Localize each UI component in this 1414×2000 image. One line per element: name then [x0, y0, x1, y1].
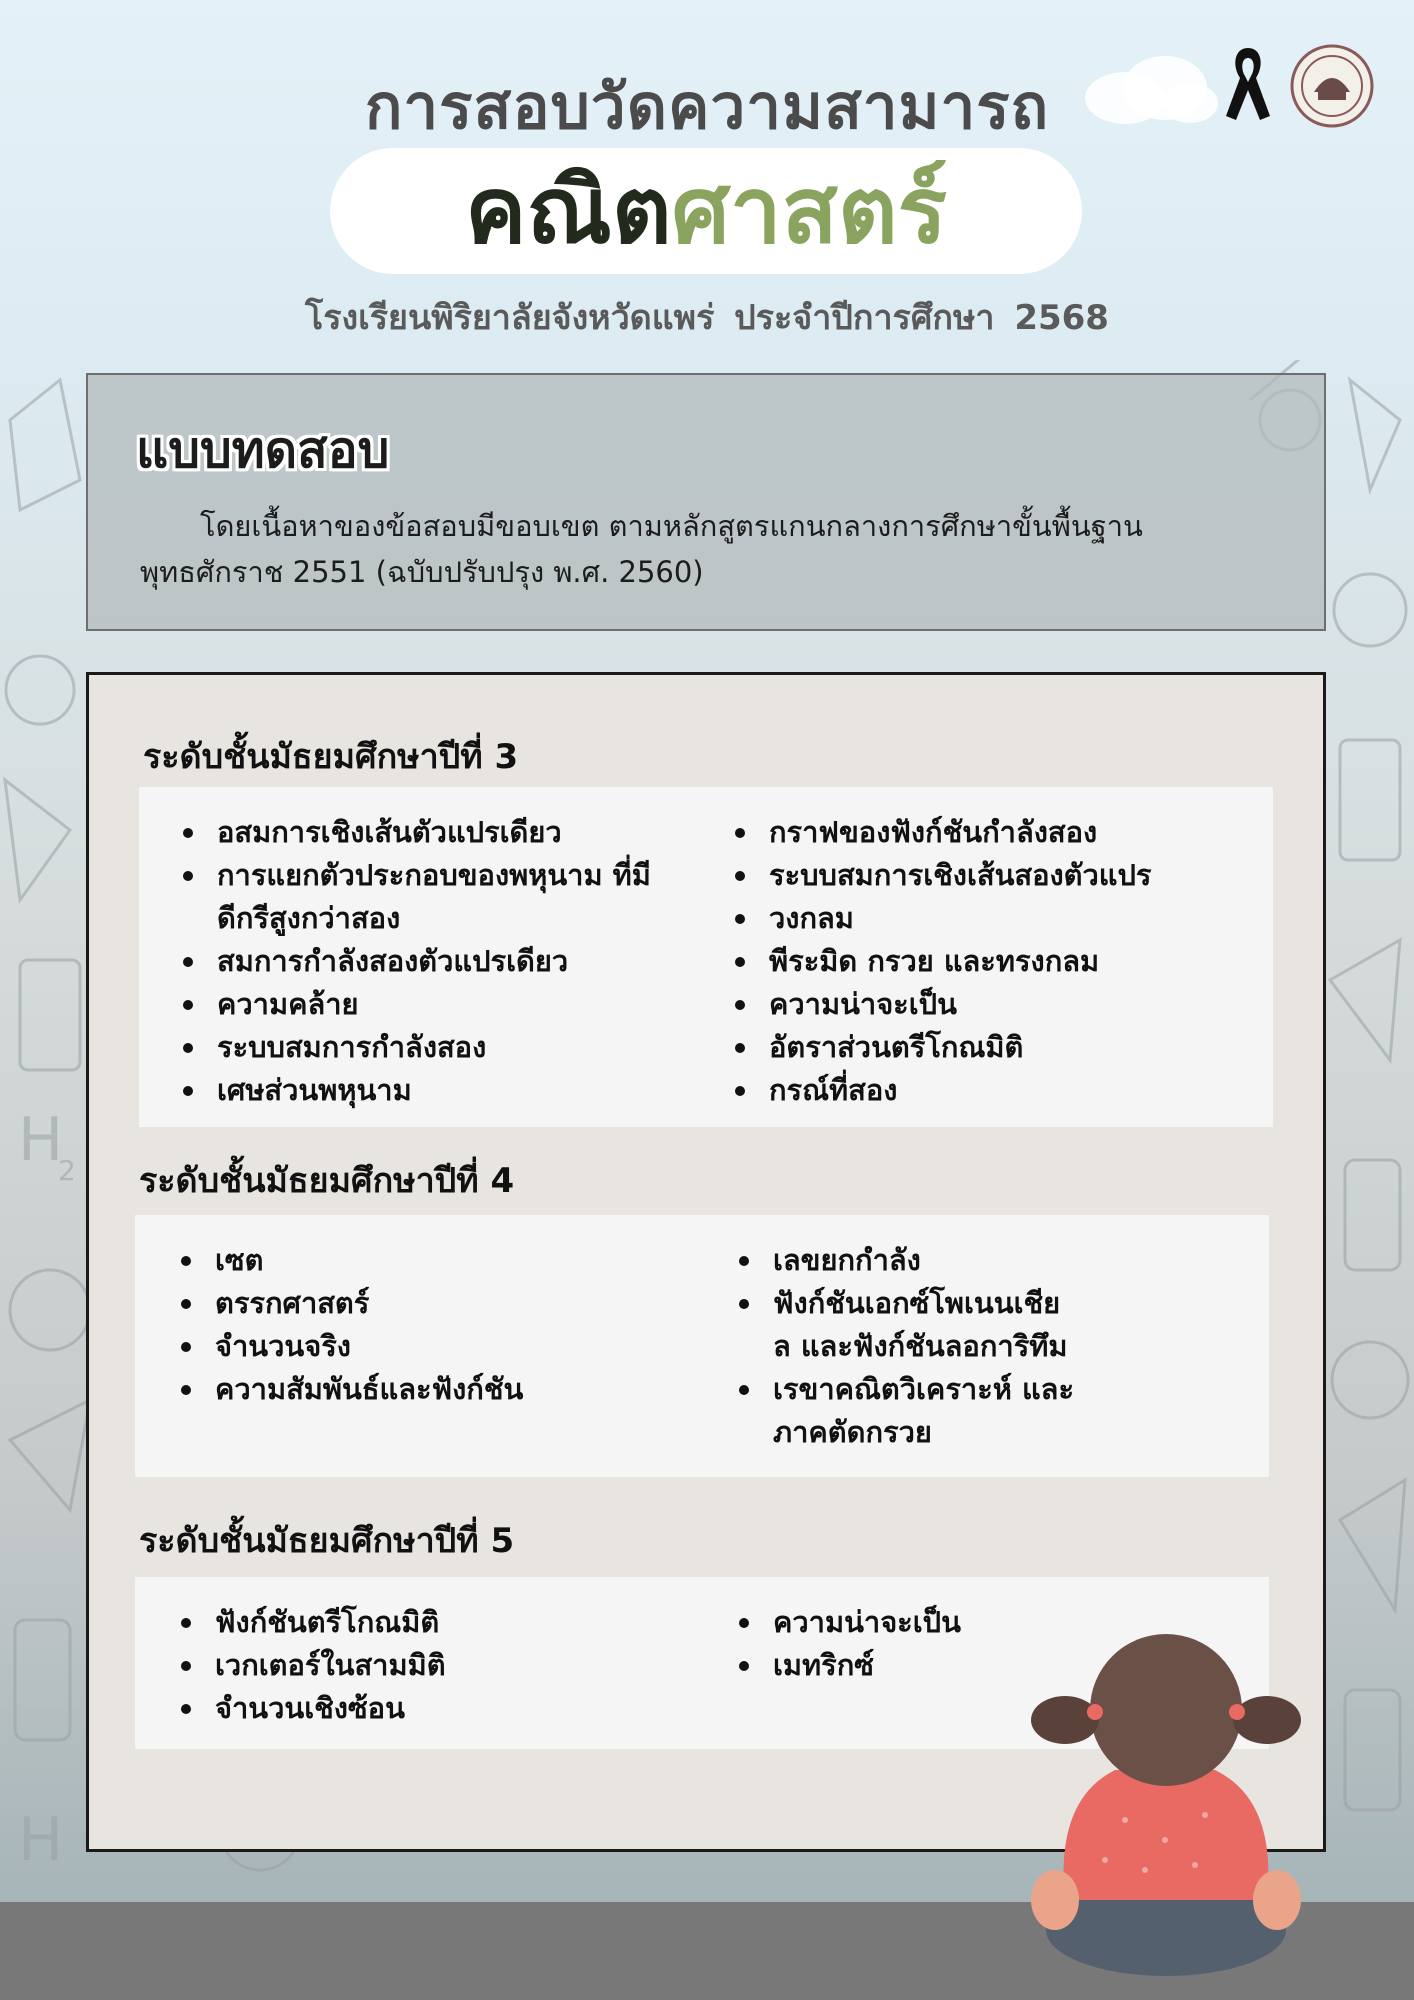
level-title-m4: ระดับชั้นมัธยมศึกษาปีที่ 4	[139, 1161, 515, 1201]
topics-list-m4-left	[177, 1239, 657, 1411]
list-item: ความคล้าย	[179, 983, 659, 1026]
list-item: การแยกตัวประกอบของพหุนาม ที่มีดีกรีสูงกว่าสอง	[179, 854, 659, 940]
list-item: วงกลม	[731, 897, 1251, 940]
svg-text:2: 2	[58, 1154, 76, 1187]
list-item: เมทริกซ์	[735, 1644, 1215, 1687]
subject-title-part1: คณิต	[464, 157, 672, 264]
list-item: ระบบสมการเชิงเส้นสองตัวแปร	[731, 854, 1251, 897]
test-info-heading: แบบทดสอบ	[136, 421, 390, 479]
list-item: จำนวนจริง	[177, 1325, 657, 1368]
topics-panel-m4	[135, 1215, 1269, 1477]
list-item: สมการกำลังสองตัวแปรเดียว	[179, 940, 659, 983]
list-item: พีระมิด กรวย และทรงกลม	[731, 940, 1251, 983]
list-item: ระบบสมการกำลังสอง	[179, 1026, 659, 1069]
list-item: อัตราส่วนตรีโกณมิติ	[731, 1026, 1251, 1069]
test-info-description: โดยเนื้อหาของข้อสอบมีขอบเขต ตามหลักสูตรแกนกลางการศึกษาขั้นพื้นฐาน พุทธศักราช 2551 (ฉบับปรับปรุง พ.ศ. 2560)	[140, 509, 1143, 589]
list-item: กรณ์ที่สอง	[731, 1069, 1251, 1112]
subject-title-part2: ศาสตร์	[671, 157, 947, 264]
level-title-m5: ระดับชั้นมัธยมศึกษาปีที่ 5	[139, 1521, 515, 1561]
test-info-box	[86, 373, 1326, 631]
list-item: ฟังก์ชันตรีโกณมิติ	[177, 1601, 657, 1644]
girl-illustration	[1025, 1600, 1307, 1980]
svg-text:H: H	[18, 1805, 64, 1875]
page-title: การสอบวัดความสามารถ	[364, 70, 1050, 143]
list-item: เลขยกกำลัง	[735, 1239, 1075, 1282]
school-line: โรงเรียนพิริยาลัยจังหวัดแพร่ ประจำปีการศึกษา 2568	[305, 298, 1109, 338]
level-title-m3: ระดับชั้นมัธยมศึกษาปีที่ 3	[143, 737, 519, 777]
list-item: เรขาคณิตวิเคราะห์ และภาคตัดกรวย	[735, 1368, 1075, 1454]
list-item: เศษส่วนพหุนาม	[179, 1069, 659, 1112]
topics-list-m4-right	[735, 1239, 1075, 1454]
list-item: ความน่าจะเป็น	[731, 983, 1251, 1026]
list-item: จำนวนเชิงซ้อน	[177, 1687, 657, 1730]
list-item: ความสัมพันธ์และฟังก์ชัน	[177, 1368, 657, 1411]
list-item: อสมการเชิงเส้นตัวแปรเดียว	[179, 811, 659, 854]
list-item: เวกเตอร์ในสามมิติ	[177, 1644, 657, 1687]
svg-text:H: H	[18, 1105, 64, 1175]
list-item: เซต	[177, 1239, 657, 1282]
list-item: ความน่าจะเป็น	[735, 1601, 1215, 1644]
list-item: กราฟของฟังก์ชันกำลังสอง	[731, 811, 1251, 854]
topics-panel-m3	[139, 787, 1273, 1127]
topics-list-m3-left	[179, 811, 659, 1112]
list-item: ฟังก์ชันเอกซ์โพเนนเชียล และฟังก์ชันลอการิทึม	[735, 1282, 1075, 1368]
subject-title	[330, 148, 1082, 274]
topics-list-m5-left	[177, 1601, 657, 1730]
list-item: ตรรกศาสตร์	[177, 1282, 657, 1325]
topics-list-m3-right	[731, 811, 1251, 1112]
